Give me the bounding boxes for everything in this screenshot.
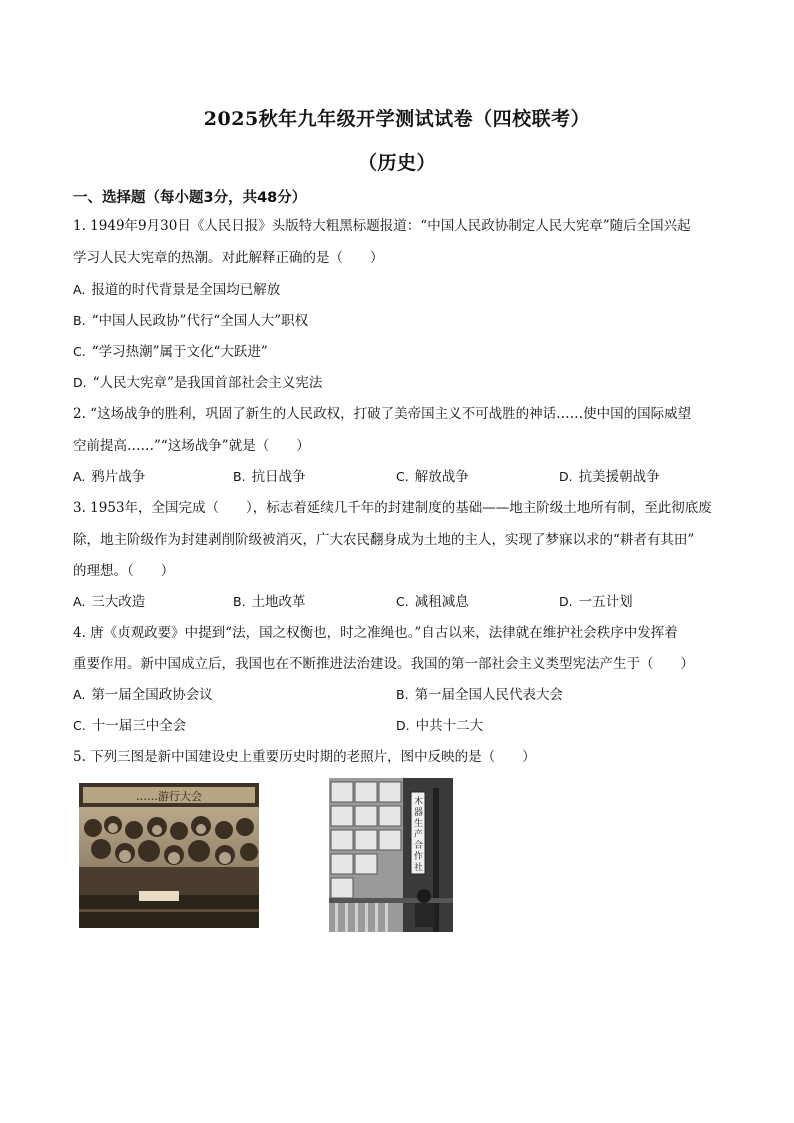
sign-char-4: 产 (414, 830, 424, 840)
historical-photo-crowd (79, 783, 259, 928)
q1-option-a[interactable] (73, 281, 280, 299)
option-label: B. (73, 313, 86, 328)
q2-line-2: 空前提高……”“这场战争”就是（ ） (73, 438, 310, 454)
option-label: D. (559, 594, 573, 609)
sign-char-2: 器 (414, 808, 424, 818)
option-text: 三大改造 (91, 594, 146, 610)
q3-option-a[interactable] (73, 593, 145, 611)
banner-sign: ……游行大会 (136, 790, 202, 803)
option-text: 鸦片战争 (91, 469, 146, 485)
q3-option-b[interactable] (233, 593, 306, 611)
q2-line-1: 2. “这场战争的胜利，巩固了新生的人民政权，打破了美帝国主义不可战胜的神话……使中国的国际威望 (73, 406, 692, 422)
sign-char-5: 合 (414, 841, 424, 851)
q4-option-c[interactable] (73, 717, 186, 735)
option-text: 中共十二大 (415, 718, 484, 734)
option-label: A. (73, 594, 86, 609)
q5-line-1: 5. 下列三图是新中国建设史上重要历史时期的老照片，图中反映的是（ ） (73, 749, 536, 765)
q3-line-2: 除，地主阶级作为封建剥削阶级被消灭，广大农民翻身成为土地的主人，实现了梦寐以求的“耕者有其田” (73, 532, 695, 548)
option-label: D. (559, 469, 573, 484)
q2-option-d[interactable] (559, 468, 660, 486)
q1-line-2: 学习人民大宪章的热潮。对此解释正确的是（ ） (73, 250, 384, 266)
crowd-photo-drawing (79, 783, 259, 928)
section-heading: 一、选择题（每小题3分，共48分） (73, 190, 307, 206)
option-label: C. (73, 344, 86, 359)
q3-line-1: 3. 1953年，全国完成（ ），标志着延续几千年的封建制度的基础——地主阶级土地所有制，至此彻底废 (73, 500, 712, 516)
q2-option-c[interactable] (396, 468, 469, 486)
option-text: 第一届全国人民代表大会 (414, 687, 564, 703)
option-text: 报道的时代背景是全国均已解放 (91, 282, 281, 298)
option-label: B. (396, 687, 409, 702)
q3-option-c[interactable] (396, 593, 469, 611)
option-label: B. (233, 469, 246, 484)
historical-photo-workshop (329, 778, 453, 932)
option-text: “中国人民政协”代行“全国人大”职权 (91, 313, 309, 329)
q2-option-a[interactable] (73, 468, 145, 486)
option-text: 土地改革 (251, 594, 306, 610)
exam-title: 2025秋年九年级开学测试试卷（四校联考） (203, 108, 591, 130)
option-label: C. (396, 469, 409, 484)
option-text: 一五计划 (578, 594, 633, 610)
q1-option-b[interactable] (73, 312, 308, 330)
option-label: D. (396, 718, 410, 733)
option-text: 抗日战争 (251, 469, 306, 485)
q3-line-3: 的理想。（ ） (73, 563, 175, 579)
sign-char-1: 木 (414, 797, 424, 807)
option-label: A. (73, 282, 86, 297)
option-text: 十一届三中全会 (91, 718, 187, 734)
option-text: “人民大宪章”是我国首部社会主义宪法 (92, 375, 323, 391)
exam-subject: （历史） (357, 152, 436, 174)
option-label: A. (73, 687, 86, 702)
sign-char-3: 生 (414, 819, 424, 829)
workshop-sign (414, 795, 426, 873)
option-label: D. (73, 375, 87, 390)
workshop-photo-drawing (329, 778, 453, 932)
q1-option-c[interactable] (73, 343, 268, 361)
q1-option-d[interactable] (73, 374, 322, 392)
option-label: A. (73, 469, 86, 484)
q4-option-b[interactable] (396, 686, 563, 704)
option-text: 第一届全国政协会议 (91, 687, 213, 703)
option-label: C. (396, 594, 409, 609)
q3-option-d[interactable] (559, 593, 633, 611)
option-text: “学习热潮”属于文化“大跃进” (91, 344, 268, 360)
option-text: 抗美援朝战争 (578, 469, 660, 485)
q4-option-d[interactable] (396, 717, 483, 735)
q2-option-b[interactable] (233, 468, 306, 486)
sign-char-6: 作 (414, 852, 424, 862)
q4-line-1: 4. 唐《贞观政要》中提到“法，国之权衡也，时之准绳也。”自古以来，法律就在维护社会秩序中发挥着 (73, 625, 678, 641)
q4-option-a[interactable] (73, 686, 213, 704)
sign-char-7: 社 (414, 863, 424, 873)
q1-line-1: 1. 1949年9月30日《人民日报》头版特大粗黑标题报道：“中国人民政协制定人民大宪章”随后全国兴起 (73, 218, 691, 234)
option-label: C. (73, 718, 86, 733)
option-label: B. (233, 594, 246, 609)
option-text: 减租减息 (414, 594, 469, 610)
q4-line-2: 重要作用。新中国成立后，我国也在不断推进法治建设。我国的第一部社会主义类型宪法产生于（ ） (73, 656, 694, 672)
option-text: 解放战争 (414, 469, 469, 485)
